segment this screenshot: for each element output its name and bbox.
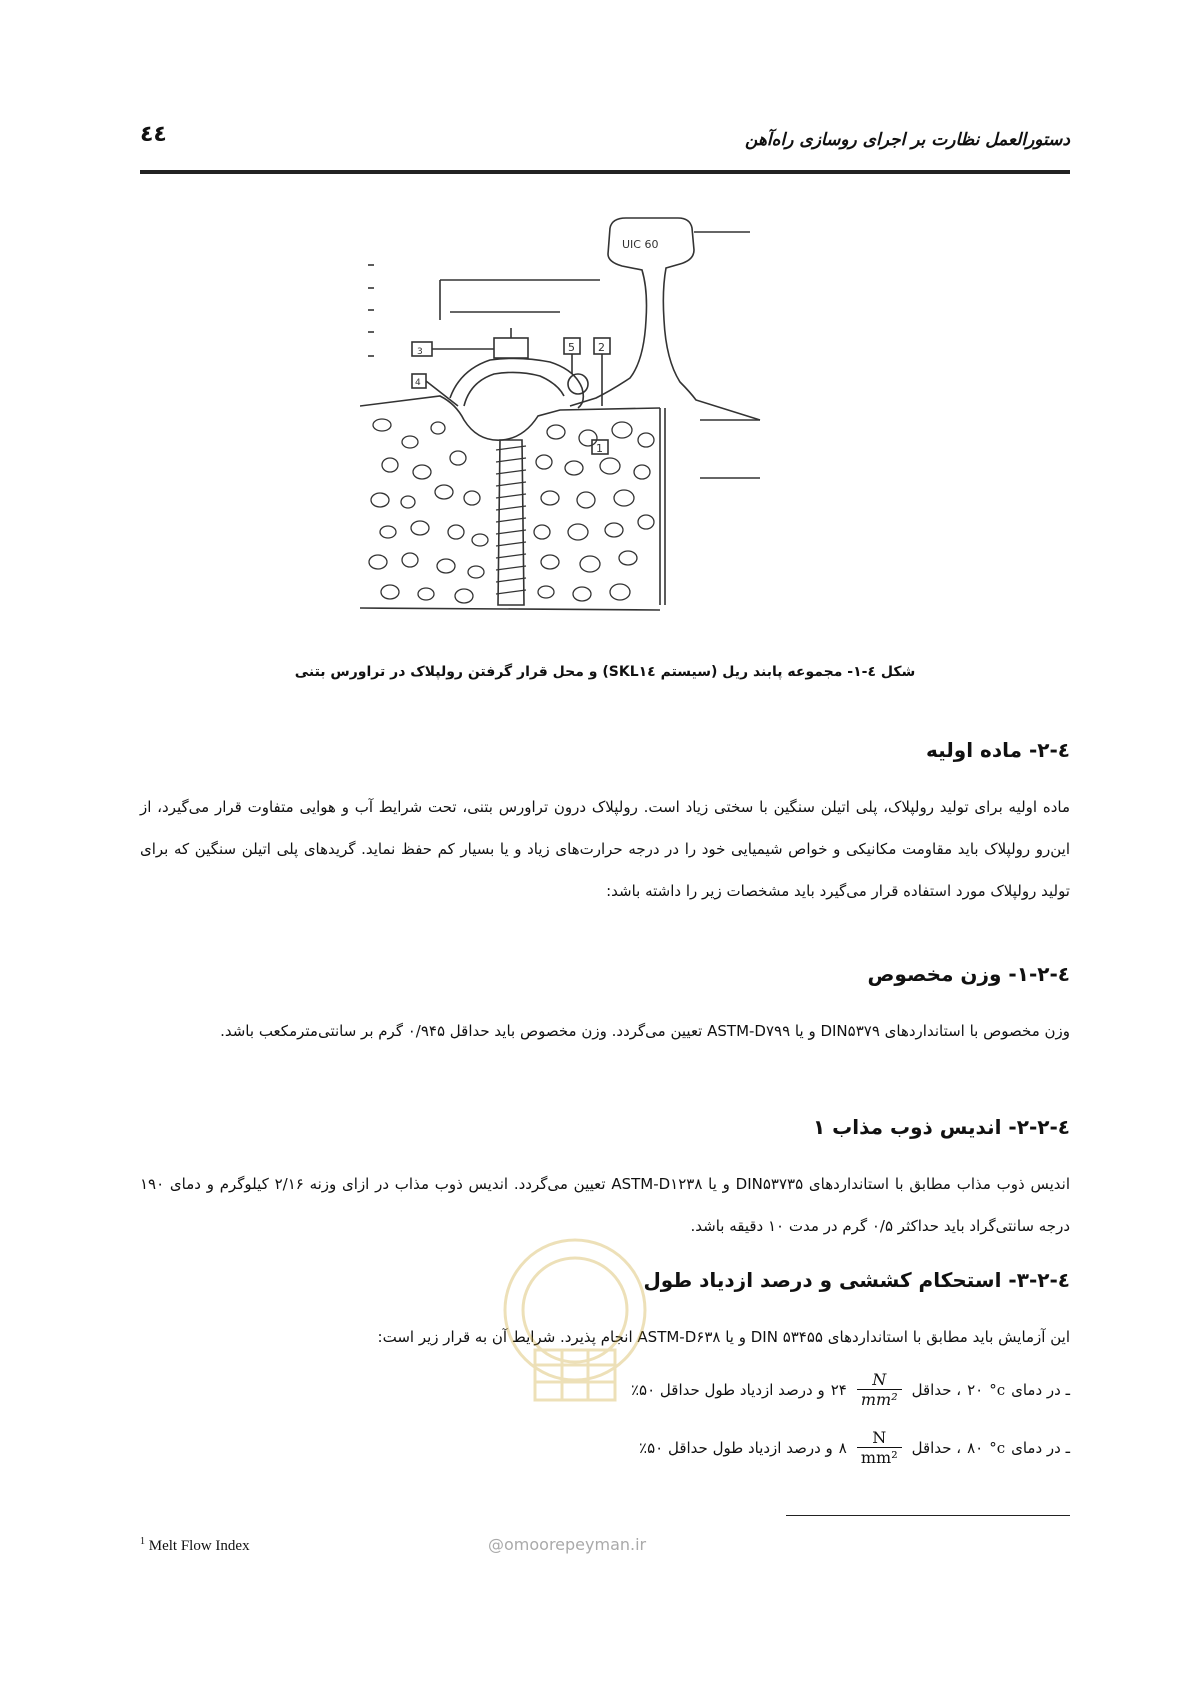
rail-label: UIC 60	[622, 238, 659, 251]
rail-fastening-drawing	[360, 210, 820, 660]
cond1-value: ۲۴	[830, 1380, 847, 1399]
callout-3: 3	[417, 347, 423, 357]
footnote-text: Melt Flow Index	[148, 1538, 250, 1554]
page-number: ٤٤	[140, 122, 167, 147]
cond1-frac-num: N	[872, 1370, 887, 1389]
section-heading-tensile: ٤-٢-٣- استحکام کششی و درصد ازدیاد طول	[643, 1268, 1070, 1292]
callout-5: 5	[568, 341, 575, 354]
cond1-temp-unit: °c	[989, 1380, 1006, 1399]
callout-4: 4	[415, 378, 421, 388]
cond1-temp: ۲۰	[967, 1380, 984, 1399]
cond1-prefix: ـ در دمای	[1011, 1380, 1070, 1399]
cond1-suffix: و درصد ازدیاد طول حداقل ۵۰٪	[630, 1380, 825, 1399]
watermark-seal	[480, 1150, 670, 1510]
section-heading-material: ٤-٢- ماده اولیه	[925, 738, 1070, 762]
watermark-text: @omoorepeyman.ir	[488, 1535, 647, 1554]
footnote-marker: 1	[140, 1536, 145, 1547]
cond2-min-label: ، حداقل	[911, 1438, 962, 1457]
page-header	[140, 118, 1070, 174]
cond2-frac-den: mm²	[857, 1447, 902, 1467]
footnote-rule	[786, 1515, 1070, 1516]
section-body-tensile: این آزمایش باید مطابق با استانداردهای DIN ۵۳۴۵۵ و یا ASTM-D۶۳۸ انجام پذیرد. شرایط آن به قرار زیر است:	[377, 1328, 1070, 1346]
cond2-temp: ۸۰	[967, 1438, 984, 1457]
callout-1: 1	[596, 442, 603, 455]
cond2-unit-fraction	[857, 1428, 902, 1467]
footnote	[140, 1536, 250, 1555]
cond1-unit-fraction	[857, 1370, 902, 1409]
cond1-min-label: ، حداقل	[911, 1380, 962, 1399]
tensile-condition-2	[639, 1428, 1070, 1467]
section-body-melt-flow: اندیس ذوب مذاب مطابق با استانداردهای DIN۵۳۷۳۵ و یا ASTM-D۱۲۳۸ تعیین می‌گردد. اندیس ذوب مذاب در ازای وزنه ۲/۱۶ کیلوگرم و دمای ۱۹۰ درجه سانتی‌گراد باید حداکثر ۰/۵ گرم در مدت ۱۰ دقیقه باشد.	[140, 1175, 1070, 1235]
cond2-temp-unit: °c	[989, 1438, 1006, 1457]
tensile-condition-1	[631, 1370, 1070, 1409]
section-heading-density: ٤-٢-١- وزن مخصوص	[867, 962, 1070, 986]
figure-caption: شکل ٤-١- مجموعه پابند ریل (سیستم SKL١٤) و محل قرار گرفتن رولپلاک در تراورس بتنی	[294, 664, 916, 680]
cond1-frac-den: mm²	[857, 1389, 902, 1409]
cond2-prefix: ـ در دمای	[1011, 1438, 1070, 1457]
section-heading-melt-flow: ٤-٢-٢- اندیس ذوب مذاب ١	[812, 1115, 1070, 1139]
rail-fastening-figure	[360, 210, 820, 660]
section-body-density: وزن مخصوص با استانداردهای DIN۵۳۷۹ و یا ASTM-D۷۹۹ تعیین می‌گردد. وزن مخصوص باید حداقل ۰/۹۴۵ گرم بر سانتی‌مترمکعب باشد.	[220, 1022, 1070, 1040]
section-body-material: ماده اولیه برای تولید رولپلاک، پلی اتیلن سنگین با سختی زیاد است. رولپلاک درون تراورس بتنی، تحت شرایط آب و هوایی متفاوت قرار می‌گیرد، از این‌رو رولپلاک باید مقاومت مکانیکی و خواص شیمیایی خود را در درجه حرارت‌های زیاد و یا بسیار کم حفظ نماید. گریدهای پلی اتیلن سنگین که برای تولید رولپلاک مورد استفاده قرار می‌گیرد باید مشخصات زیر را داشته باشد:	[140, 798, 1070, 900]
callout-2: 2	[598, 341, 605, 354]
header-title: دستورالعمل نظارت بر اجرای روسازی راه‌آهن	[745, 130, 1070, 150]
cond2-value: ۸	[838, 1438, 847, 1457]
cond2-suffix: و درصد ازدیاد طول حداقل ۵۰٪	[639, 1438, 833, 1457]
cond2-frac-num: N	[872, 1428, 887, 1447]
